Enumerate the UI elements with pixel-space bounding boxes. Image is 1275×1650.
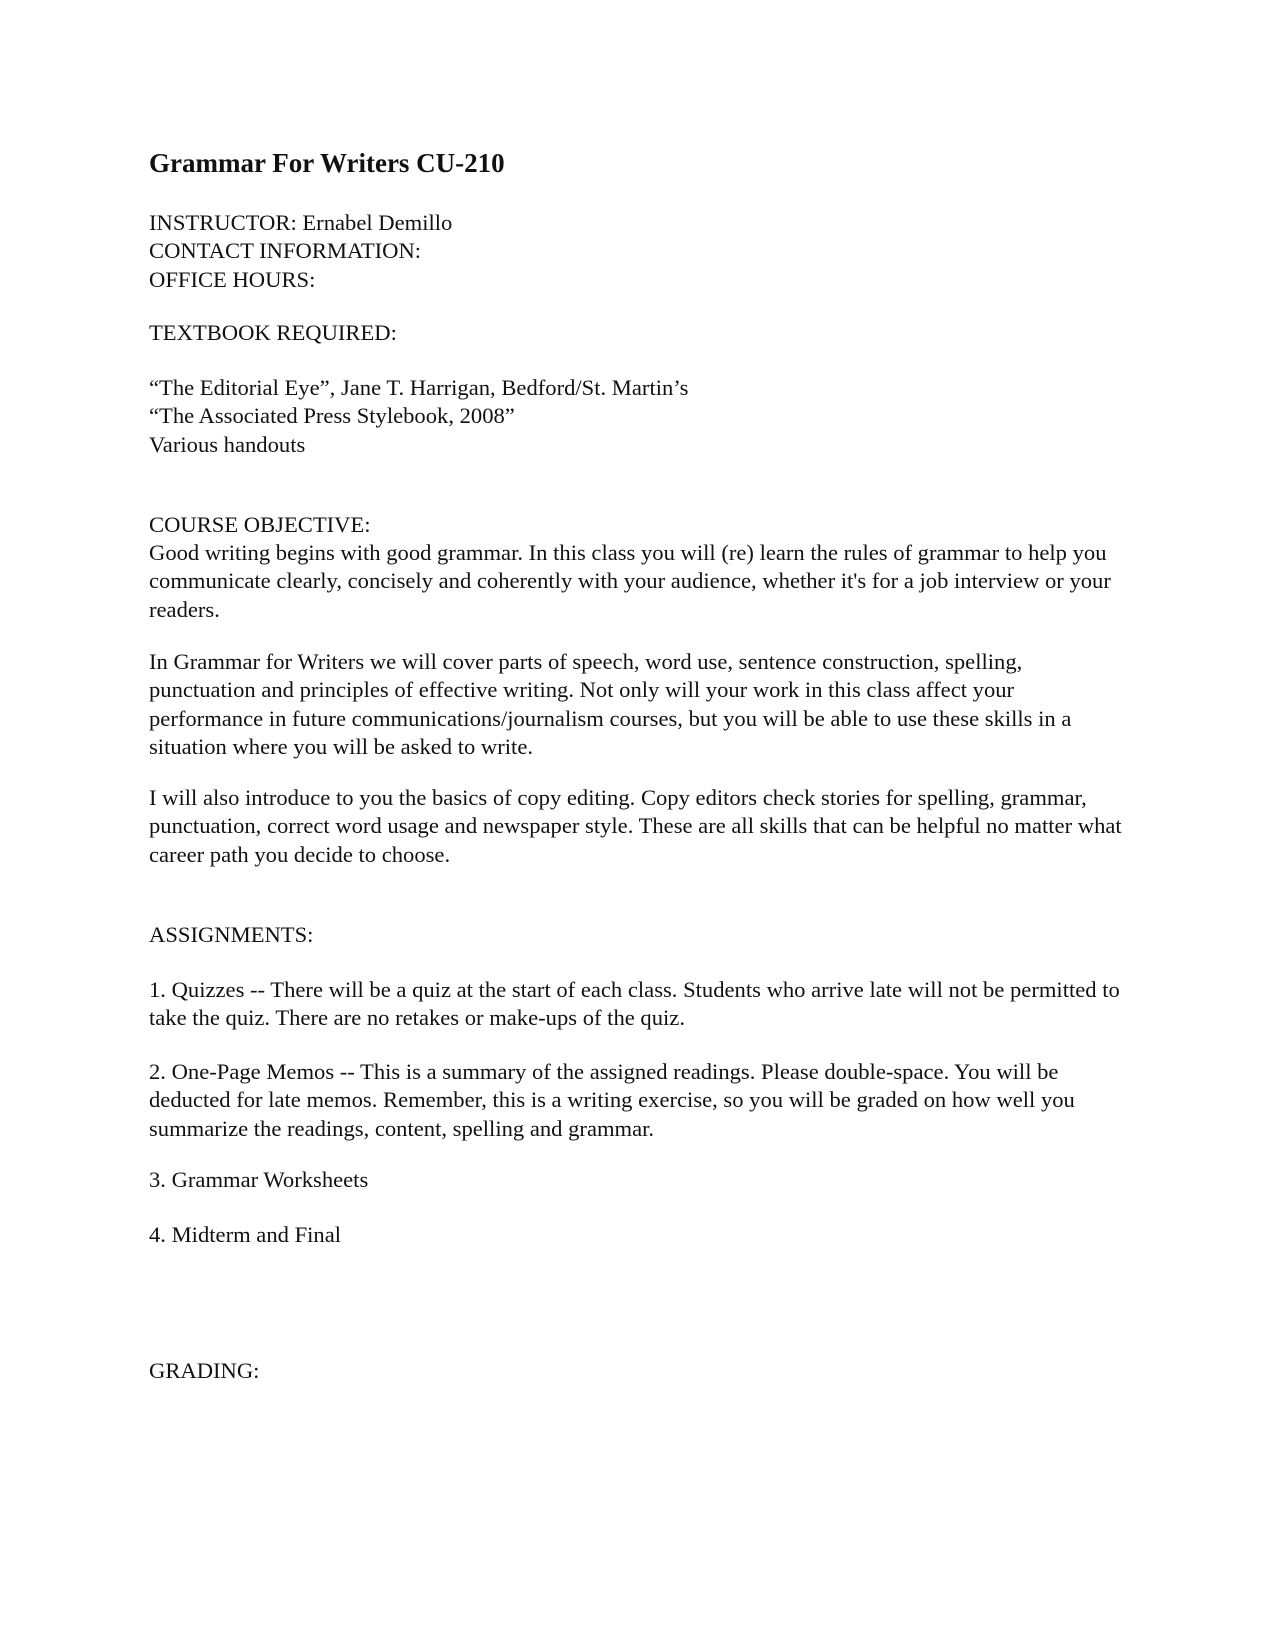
- grading-heading: GRADING:: [149, 1358, 260, 1383]
- objective-paragraph: [149, 539, 1129, 624]
- assignment-quizzes: 1. Quizzes -- There will be a quiz at the start of each class. Students who arrive late will not be permitted to take the quiz. There are no retakes or make-ups of the quiz.: [149, 977, 1120, 1031]
- textbook-item: Various handouts: [149, 431, 306, 457]
- assignments-heading: ASSIGNMENTS:: [149, 922, 314, 947]
- office-hours-line: OFFICE HOURS:: [149, 266, 316, 292]
- assignment-memos: 2. One-Page Memos -- This is a summary of the assigned readings. Please double-space. You will be deducted for late memos. Remember, this is a writing exercise, so you will be graded on how well you summarize the readings, content, spelling and grammar.: [149, 1059, 1075, 1141]
- objective-heading: COURSE OBJECTIVE:: [149, 512, 371, 537]
- objective-paragraph-text: Good writing begins with good grammar. In this class you will (re) learn the rules of grammar to help you communicate clearly, concisely and coherently with your audience, whether it's for a job interview or your readers.: [149, 540, 1111, 622]
- coverage-paragraph-text: In Grammar for Writers we will cover parts of speech, word use, sentence construction, spelling, punctuation and principles of effective writing. Not only will your work in this class affect your performance in future communications/journalism courses, but you will be able to use these skills in a situation where you will be asked to write.: [149, 649, 1072, 759]
- textbook-item: “The Editorial Eye”, Jane T. Harrigan, Bedford/St. Martin’s: [149, 375, 689, 400]
- assignment-worksheets: 3. Grammar Worksheets: [149, 1167, 369, 1192]
- copy-editing-paragraph-text: I will also introduce to you the basics of copy editing. Copy editors check stories for spelling, grammar, punctuation, correct word usage and newspaper style. These are all skills that can be helpful no matter what career path you decide to choose.: [149, 785, 1122, 867]
- assignment-item: [149, 1221, 1129, 1249]
- copy-editing-paragraph: [149, 784, 1129, 869]
- document-title: Grammar For Writers CU-210: [149, 148, 505, 178]
- assignment-midterm-final: 4. Midterm and Final: [149, 1222, 342, 1247]
- contact-information-line: CONTACT INFORMATION:: [149, 238, 422, 264]
- textbook-heading: TEXTBOOK REQUIRED:: [149, 320, 397, 345]
- textbook-list: [149, 374, 1129, 459]
- textbook-item: “The Associated Press Stylebook, 2008”: [149, 403, 515, 429]
- assignment-item: [149, 1166, 1129, 1194]
- instructor-info: [149, 209, 1129, 294]
- instructor-line: INSTRUCTOR: Ernabel Demillo: [149, 210, 453, 235]
- assignment-item: [149, 976, 1129, 1033]
- coverage-paragraph: [149, 648, 1129, 761]
- assignment-item: [149, 1058, 1129, 1143]
